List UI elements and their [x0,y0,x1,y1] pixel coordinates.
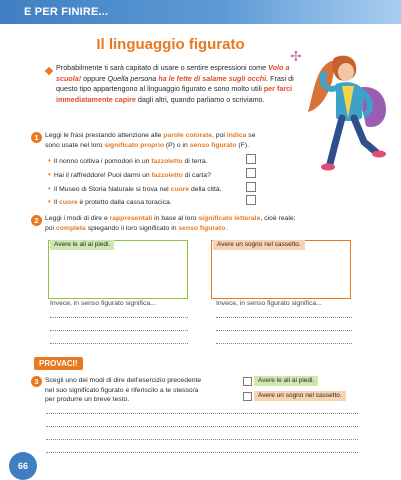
ex1-checkbox-2[interactable] [246,168,256,178]
ex1-s3-after: della città. [189,186,222,193]
intro-italic-1: Quella persona [107,73,157,83]
ex1-s1-key: fazzoletto [151,158,183,165]
option-label-1: Avere le ali ai piedi. [254,376,318,386]
ex1-s1-after: di terra. [182,158,208,165]
ex1-instr-a: Leggi le frasi prestando attenzione alle [45,132,164,139]
ex1-instr-g: significato proprio [104,141,164,149]
ex2-instr-a: Leggi i modi di dire e [45,215,110,222]
ex3-line-1: Scegli uno dei modi di dire dell'esercizio precedente [45,377,202,384]
answer-line[interactable] [216,343,352,344]
exercise-1-badge: 1 [31,132,42,143]
exercise-2-badge: 2 [31,215,42,226]
answer-line[interactable] [216,317,352,318]
ex1-s2-after: di carta? [182,172,211,179]
ex3-line-2: nel suo significato figurato e riferiscilo a te stesso/a [45,386,199,394]
ex1-s2-before: Hai il raffreddore! Puoi darmi un [53,172,152,179]
option-checkbox-2[interactable] [243,392,252,401]
ex2-instr-f: poi [45,224,56,232]
exercise-2-instructions [45,214,365,233]
option-checkbox-1[interactable] [243,377,252,386]
ex2-instr-j: . [225,224,228,232]
intro-example-1: Volo a scuola! [56,63,290,83]
ex1-instr-h: (P) o in [164,141,190,149]
ex2-instr-c: in base al loro [152,215,199,222]
intro-paragraph [56,63,312,105]
provaci-label: PROVACI! [34,357,83,370]
figurative-prompt-right: Invece, in senso figurato significa... [216,300,322,307]
drawing-box-left-label: Avere le ali ai piedi. [50,240,114,250]
ex2-instr-b: rappresentali [109,215,153,222]
intro-text-2: oppure [81,73,108,83]
ex1-sentence-4: • Il cuore è protetto dalla cassa toracica. [48,197,172,206]
ex1-instr-e: se [246,132,256,139]
ex1-checkbox-3[interactable] [246,182,256,192]
exercise-1-instructions [45,131,345,150]
ex2-instr-h: spiegando il loro significato in [85,224,179,232]
answer-line[interactable] [50,317,188,318]
page-title: Il linguaggio figurato [96,36,245,53]
ex2-instr-g: completa [55,224,86,232]
intro-bullet-icon [45,67,53,75]
ex1-checkbox-4[interactable] [246,195,256,205]
ex2-instr-d: significato letterale [198,215,261,222]
ex1-instr-b: parole colorate [163,132,213,139]
ex1-s3-key: cuore [170,186,190,193]
exercise-3-instructions [45,376,235,405]
answer-line[interactable] [46,452,358,453]
ex1-sentence-1: • Il nonno coltiva i pomodori in un fazzoletto di terra. [48,156,208,165]
answer-line[interactable] [46,439,358,440]
ex1-instr-f: sono usate nel loro [45,141,105,149]
ex1-sentence-2: • Hai il raffreddore! Puoi darmi un fazzoletto di carta? [48,170,211,179]
ex1-sentence-3: • Il Museo di Storia Naturale si trova nel cuore della città. [48,184,222,193]
sparkle-icon: ✢ [290,48,302,64]
ex1-instr-i: senso figurato [189,141,237,149]
ex1-instr-j: (F). [236,141,249,149]
intro-text-4: dagli altri, quando parliamo o scriviamo. [135,94,265,104]
intro-text-3: Frasi di questo tipo appartengono al linguaggio figurato e sono molto utili [56,73,294,94]
section-header-title: E PER FINIRE... [24,6,109,18]
ex1-checkbox-1[interactable] [246,154,256,164]
figurative-prompt-left: Invece, in senso figurato significa... [50,300,156,307]
intro-example-2: ha le fette di salame sugli occhi. [158,73,269,83]
answer-line[interactable] [216,330,352,331]
ex1-s4-before: Il [53,199,60,206]
ex1-s3-before: Il Museo di Storia Naturale si trova nel [53,186,171,193]
ex1-instr-d: indica [226,132,247,139]
answer-line[interactable] [50,343,188,344]
ex1-s4-key: cuore [59,199,78,206]
ex1-s2-key: fazzoletto [151,172,183,179]
ex1-instr-c: , poi [212,132,227,139]
exercise-3-badge: 3 [31,376,42,387]
ex3-line-3: per produrre un breve testo. [45,396,130,403]
drawing-box-right-label: Avere un sogno nel cassetto. [213,240,305,250]
intro-highlight-3: per farci immediatamente capire [56,84,293,104]
answer-line[interactable] [46,426,358,427]
answer-line[interactable] [50,330,188,331]
ex1-s1-before: Il nonno coltiva i pomodori in un [53,158,152,165]
ex2-instr-e: , cioè reale; [260,215,296,222]
intro-text-1: Probabilmente ti sarà capitato di usare o sentire espressioni come [56,63,269,72]
answer-line[interactable] [46,413,358,414]
girl-illustration [306,52,390,174]
ex2-instr-i: senso figurato [178,224,226,232]
ex1-s4-after: è protetto dalla cassa toracica. [77,199,172,206]
page-number: 66 [9,452,37,480]
option-label-2: Avere un sogno nel cassetto. [254,391,346,401]
